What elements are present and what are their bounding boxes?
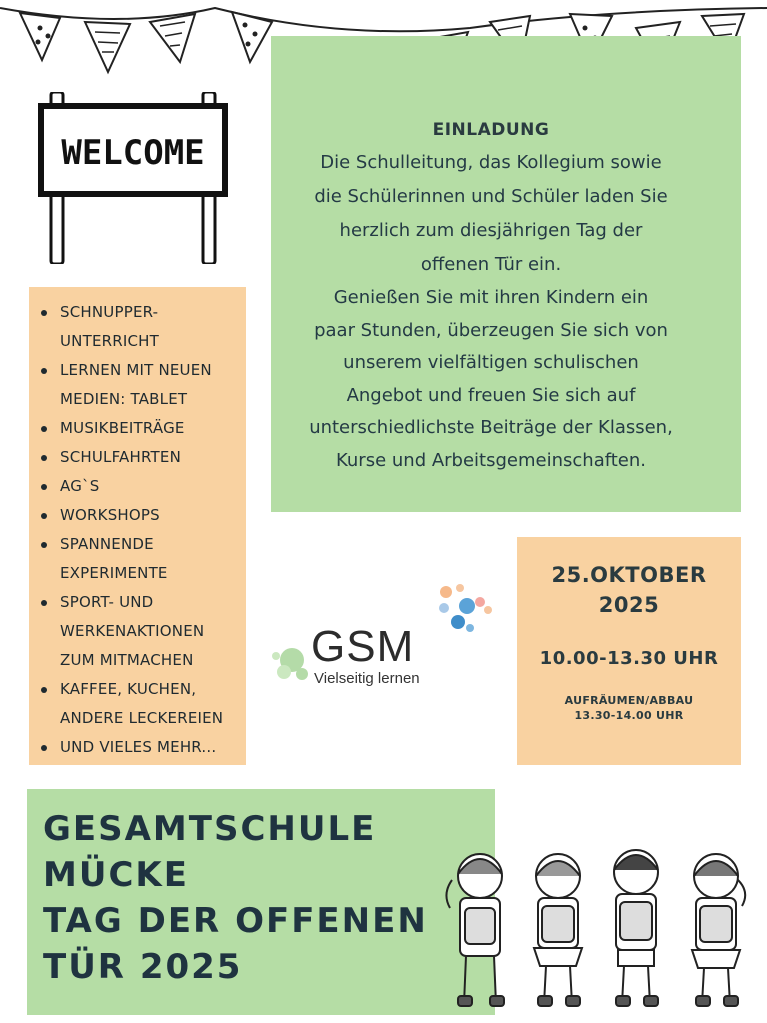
invitation-text (271, 120, 711, 477)
list-item: SPANNENDE EXPERIMENTE (38, 530, 248, 588)
invitation-line: paar Stunden, überzeugen Sie sich von (314, 319, 668, 341)
invitation-line: unterschiedlichste Beiträge der Klassen, (309, 417, 673, 438)
event-date-year: 2025 (598, 593, 660, 617)
logo-tagline: Vielseitig lernen (314, 670, 420, 687)
list-item: UND VIELES MEHR... (38, 733, 248, 762)
children-illustration (430, 836, 760, 1016)
invitation-paragraph-1 (271, 146, 711, 282)
welcome-sign-illustration (36, 92, 236, 264)
activities-list (38, 298, 248, 762)
list-item: SPORT- UND WERKENAKTIONEN ZUM MITMACHEN (38, 588, 248, 675)
logo-name: GSM (311, 622, 415, 671)
invitation-line: unserem vielfältigen schulischen (343, 352, 639, 373)
invitation-paragraph-2 (271, 282, 711, 477)
invitation-line: Die Schulleitung, das Kollegium sowie (320, 152, 662, 173)
cleanup-time (517, 693, 741, 723)
list-item: LERNEN MIT NEUEN MEDIEN: TABLET (38, 356, 248, 414)
list-item: KAFFEE, KUCHEN, ANDERE LECKEREIEN (38, 675, 248, 733)
headline-line: TAG DER OFFENEN (43, 901, 428, 941)
list-item: MUSIKBEITRÄGE (38, 414, 248, 443)
headline-line: TÜR 2025 (43, 947, 243, 987)
page-title (43, 806, 428, 990)
invitation-line: die Schülerinnen und Schüler laden Sie (314, 186, 668, 207)
event-date-day: 25.OKTOBER (551, 563, 707, 587)
cleanup-hours: 13.30-14.00 UHR (574, 709, 684, 722)
invitation-line: herzlich zum diesjährigen Tag der (339, 220, 643, 241)
headline-line: GESAMTSCHULE (43, 809, 377, 849)
event-time: 10.00-13.30 UHR (539, 648, 719, 669)
headline-line: MÜCKE (43, 855, 189, 895)
event-date (517, 560, 741, 620)
list-item: WORKSHOPS (38, 501, 248, 530)
list-item: SCHULFAHRTEN (38, 443, 248, 472)
cleanup-label: AUFRÄUMEN/ABBAU (564, 694, 694, 707)
invitation-title: EINLADUNG (432, 120, 550, 140)
invitation-line: Kurse und Arbeitsgemeinschaften. (335, 449, 647, 471)
list-item: SCHNUPPER- UNTERRICHT (38, 298, 248, 356)
list-item: AG`S (38, 472, 248, 501)
welcome-sign-text: WELCOME (61, 133, 205, 173)
invitation-line: Angebot und freuen Sie sich auf (346, 384, 636, 406)
invitation-line: offenen Tür ein. (420, 254, 562, 275)
invitation-line: Genießen Sie mit ihren Kindern ein (333, 287, 649, 308)
